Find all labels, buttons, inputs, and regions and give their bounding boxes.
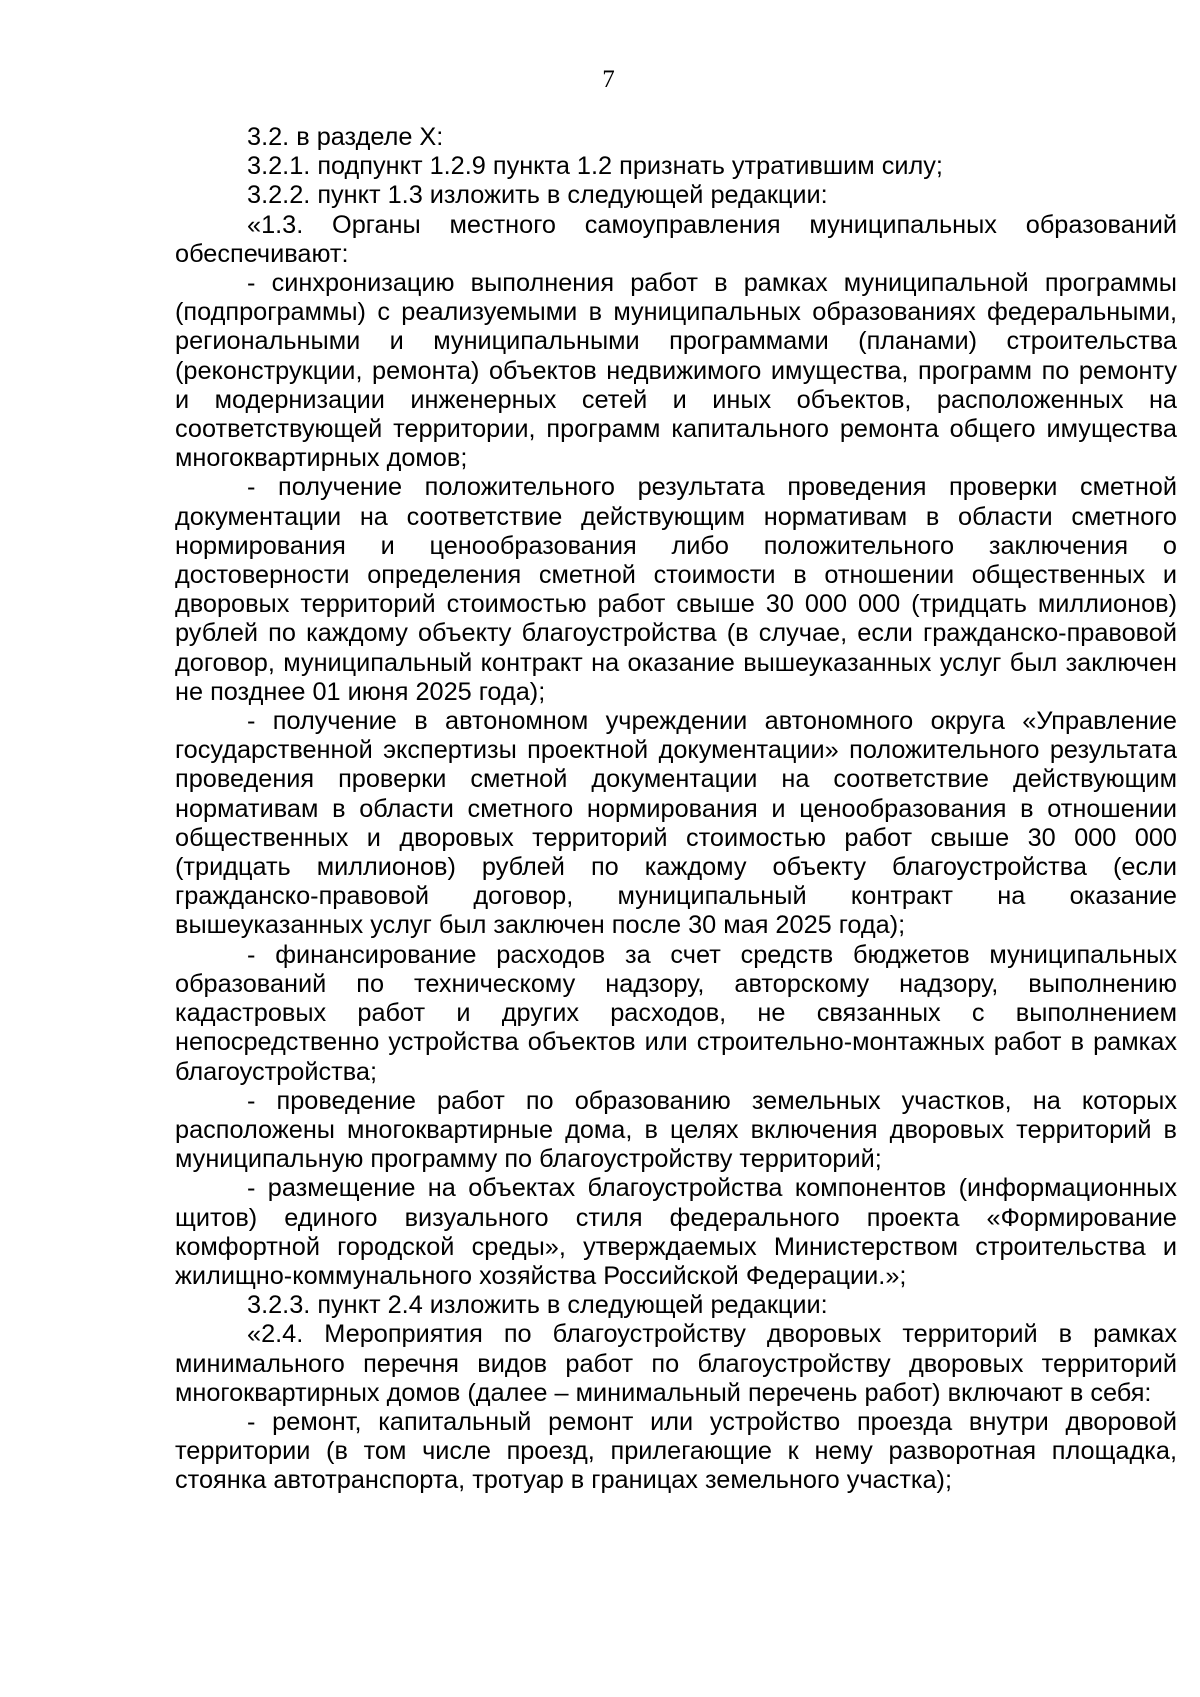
list-item-state-expertise: - получение в автономном учреждении автономного округа «Управление государственной экспертизы проектной документации» положительного результата проведения проверки сметной документации на соответствие действующим нормативам в области сметного нормирования и ценообразования в отношении общественных и дворовых территорий стоимостью работ свыше 30 000 000 (тридцать миллионов) рублей по каждому объекту благоустройства (если гражданско-правовой договор, муниципальный контракт на оказание вышеуказанных услуг был заключен после 30 мая 2025 года);	[175, 707, 1177, 940]
list-item-driveway-repair: - ремонт, капитальный ремонт или устройство проезда внутри дворовой территории (в том числе проезд, прилегающие к нему разворотная площадка, стоянка автотранспорта, тротуар в границах земельного участка);	[175, 1407, 1177, 1495]
list-item-land-plots: - проведение работ по образованию земельных участков, на которых расположены многоквартирные дома, в целях включения дворовых территорий в муниципальную программу по благоустройству территорий;	[175, 1086, 1177, 1174]
paragraph-2-4: «2.4. Мероприятия по благоустройству дворовых территорий в рамках минимального перечня видов работ по благоустройству дворовых территорий многоквартирных домов (далее – минимальный перечень работ) включают в себя:	[175, 1320, 1177, 1407]
list-item-visual-style: - размещение на объектах благоустройства компонентов (информационных щитов) единого визуального стиля федерального проекта «Формирование комфортной городской среды», утверждаемых Министерством строительства и жилищно-коммунального хозяйства Российской Федерации.»;	[175, 1174, 1177, 1290]
paragraph-3-2: 3.2. в разделе X:	[247, 123, 444, 151]
paragraph-3-2-1: 3.2.1. подпункт 1.2.9 пункта 1.2 признать утратившим силу;	[247, 152, 943, 181]
page-number: 7	[602, 66, 615, 93]
list-item-synchronization: - синхронизацию выполнения работ в рамках муниципальной программы (подпрограммы) с реализуемыми в муниципальных образованиях федеральными, региональными и муниципальными программами (планами) строительства (реконструкции, ремонта) объектов недвижимого имущества, программ по ремонту и модернизации инженерных сетей и иных объектов, расположенных на соответствующей территории, программ капитального ремонта общего имущества многоквартирных домов;	[175, 269, 1177, 473]
paragraph-3-2-3: 3.2.3. пункт 2.4 изложить в следующей редакции:	[247, 1291, 828, 1320]
list-item-financing: - финансирование расходов за счет средств бюджетов муниципальных образований по техническому надзору, авторскому надзору, выполнению кадастровых работ и других расходов, не связанных с выполнением непосредственно устройства объектов или строительно-монтажных работ в рамках благоустройства;	[175, 940, 1177, 1086]
paragraph-3-2-2: 3.2.2. пункт 1.3 изложить в следующей редакции:	[247, 181, 828, 210]
list-item-estimate-check: - получение положительного результата проведения проверки сметной документации на соответствие действующим нормативам в области сметного нормирования и ценообразования либо положительного заключения о достоверности определения сметной стоимости в отношении общественных и дворовых территорий стоимостью работ свыше 30 000 000 (тридцать миллионов) рублей по каждому объекту благоустройства (в случае, если гражданско-правовой договор, муниципальный контракт на оказание вышеуказанных услуг был заключен не позднее 01 июня 2025 года);	[175, 473, 1177, 706]
document-body	[175, 123, 1177, 1496]
paragraph-1-3: «1.3. Органы местного самоуправления муниципальных образований обеспечивают:	[175, 210, 1177, 268]
